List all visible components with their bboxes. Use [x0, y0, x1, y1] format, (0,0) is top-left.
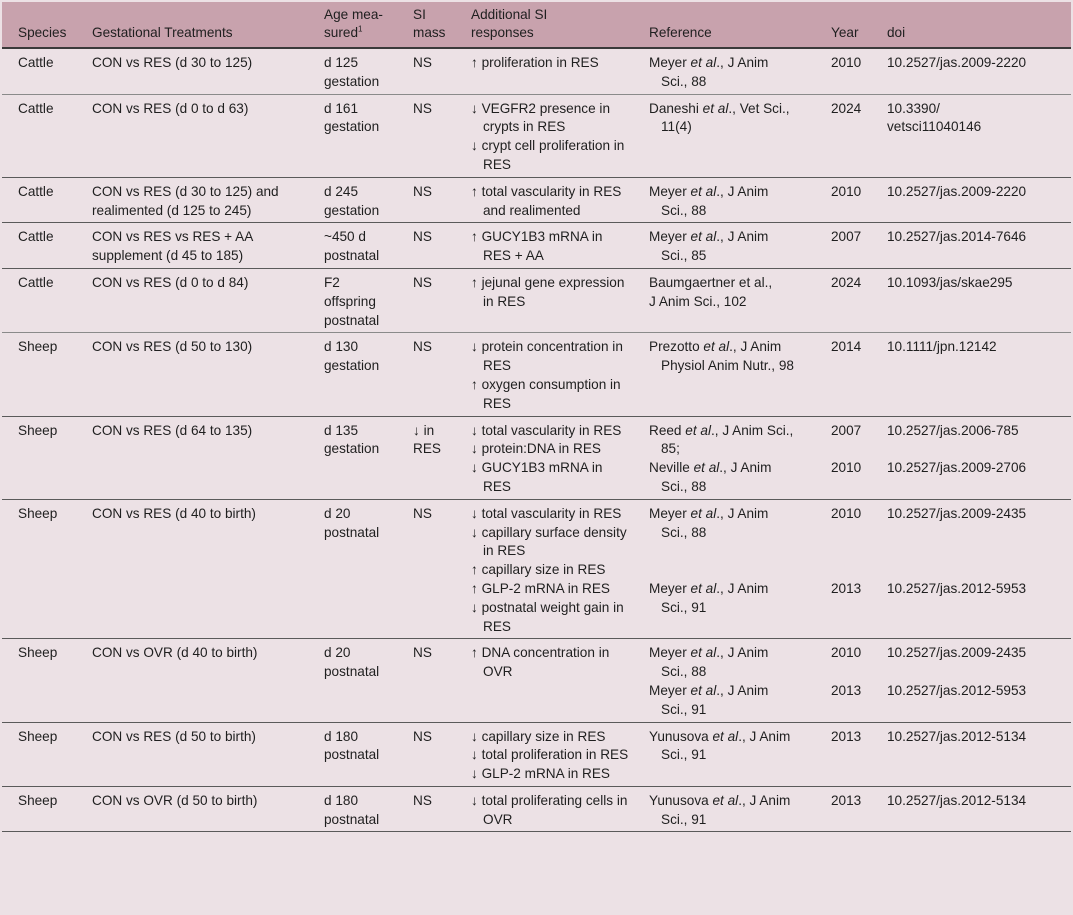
si-mass-line: NS: [413, 339, 432, 355]
reference-volume: Sci., 88: [661, 664, 707, 680]
year-text: 2013: [831, 682, 862, 698]
reference-author: Meyer: [649, 682, 691, 698]
age-line: postnatal: [324, 248, 380, 264]
response-item: ↑ DNA concentration in OVR: [471, 645, 610, 680]
reference-journal: ., J Anim: [716, 505, 769, 521]
si-mass-line: NS: [413, 183, 432, 199]
cell-age: [308, 48, 397, 94]
age-line: d 180: [324, 728, 359, 744]
cell-age: [308, 268, 397, 332]
cell-reference: [633, 177, 815, 223]
treatment-line: CON vs RES (d 50 to birth): [92, 728, 256, 744]
cell-responses: [455, 177, 633, 223]
doi-text: 10.2527/jas.2009-2220: [887, 55, 1027, 70]
treatment-line: CON vs RES (d 0 to d 84): [92, 274, 249, 290]
species-text: Sheep: [18, 645, 58, 661]
treatment-line: CON vs RES (d 64 to 135): [92, 422, 253, 438]
cell-doi: [871, 94, 1071, 177]
cell-treatment: [76, 94, 308, 177]
cell-year: [815, 722, 871, 786]
si-mass-line: ↓ in: [413, 422, 435, 438]
year-text: 2010: [831, 645, 862, 661]
species-text: Cattle: [18, 100, 54, 116]
table-row: [2, 722, 1071, 786]
cell-year: [815, 177, 871, 223]
reference-etal: et al: [690, 580, 717, 596]
reference-author: Meyer: [649, 183, 691, 199]
species-text: Sheep: [18, 339, 58, 355]
reference-etal: et al: [690, 229, 717, 245]
cell-treatment: [76, 333, 308, 416]
cell-doi: [871, 333, 1071, 416]
cell-doi: [871, 639, 1071, 722]
reference-author: Daneshi: [649, 100, 703, 116]
si-mass-line: NS: [413, 100, 432, 116]
cell-species: [2, 177, 76, 223]
doi-text: 10.2527/jas.2012-5953: [887, 682, 1027, 698]
si-mass-line: NS: [413, 229, 432, 245]
reference-etal: et al: [712, 792, 739, 808]
reference-volume: Sci., 91: [661, 599, 707, 615]
cell-doi: [871, 416, 1071, 499]
header-age-line1: Age mea-: [324, 7, 383, 22]
reference-author: Meyer: [649, 580, 691, 596]
cell-si-mass: [397, 48, 455, 94]
doi-text: 10.2527/jas.2009-2220: [887, 183, 1027, 199]
cell-treatment: [76, 177, 308, 223]
cell-si-mass: [397, 268, 455, 332]
reference-journal: ., J Anim: [716, 183, 769, 199]
cell-species: [2, 499, 76, 639]
cell-reference: [633, 48, 815, 94]
reference-etal: et al: [703, 339, 730, 355]
year-text: 2013: [831, 580, 862, 596]
reference-journal: ., J Anim Sci.,: [710, 422, 794, 438]
treatment-line: CON vs RES (d 50 to 130): [92, 339, 253, 355]
reference-etal: et al: [690, 55, 717, 70]
reference-etal: et al: [690, 183, 717, 199]
species-text: Cattle: [18, 229, 54, 245]
cell-si-mass: [397, 722, 455, 786]
cell-age: [308, 499, 397, 639]
cell-doi: [871, 177, 1071, 223]
reference-citation: [649, 183, 811, 202]
reference-volume: Sci., 91: [661, 747, 707, 763]
response-item: ↓ GLP-2 mRNA in RES: [471, 766, 610, 782]
reference-journal: ., J Anim: [729, 339, 782, 355]
header-age-footnote: 1: [358, 24, 363, 34]
age-line: gestation: [324, 202, 380, 218]
age-line: d 125: [324, 55, 359, 70]
cell-si-mass: [397, 177, 455, 223]
treatment-line: supplement (d 45 to 185): [92, 248, 244, 264]
year-text: 2024: [831, 274, 862, 290]
year-text: 2010: [831, 460, 862, 476]
reference-volume: J Anim Sci., 102: [649, 293, 747, 309]
species-text: Cattle: [18, 55, 54, 70]
cell-reference: [633, 499, 815, 639]
table-row: [2, 268, 1071, 332]
cell-age: [308, 639, 397, 722]
cell-reference: [633, 639, 815, 722]
cell-responses: [455, 333, 633, 416]
cell-reference: [633, 416, 815, 499]
si-mass-line: NS: [413, 55, 432, 70]
reference-citation: [649, 792, 811, 811]
response-item: ↓ VEGFR2 presence in crypts in RES: [471, 100, 611, 135]
table-row: [2, 499, 1071, 639]
reference-citation: [649, 228, 811, 247]
age-line: d 180: [324, 792, 359, 808]
doi-text: 10.3390/: [887, 100, 940, 116]
cell-responses: [455, 94, 633, 177]
cell-responses: [455, 722, 633, 786]
age-line: ~450 d: [324, 229, 366, 245]
response-item: ↓ total vascularity in RES: [471, 422, 622, 438]
cell-age: [308, 786, 397, 832]
cell-age: [308, 416, 397, 499]
cell-reference: [633, 722, 815, 786]
si-mass-line: RES: [413, 441, 441, 457]
reference-citation: [649, 338, 811, 357]
table-row: [2, 48, 1071, 94]
age-line: gestation: [324, 441, 380, 457]
table-row: [2, 786, 1071, 832]
treatment-line: CON vs OVR (d 50 to birth): [92, 792, 258, 808]
reference-author: Meyer: [649, 55, 691, 70]
response-item: ↓ capillary surface density in RES: [471, 524, 627, 559]
reference-author: Meyer: [649, 645, 691, 661]
reference-citation: [649, 580, 811, 599]
cell-reference: [633, 333, 815, 416]
header-si-mass: [397, 2, 455, 48]
table-row: [2, 333, 1071, 416]
year-text: 2010: [831, 183, 862, 199]
header-doi-label: doi: [887, 25, 906, 40]
cell-reference: [633, 268, 815, 332]
cell-species: [2, 48, 76, 94]
si-mass-line: NS: [413, 505, 432, 521]
reference-etal: et al: [702, 100, 729, 116]
header-species: [2, 2, 76, 48]
reference-journal: ., J Anim: [738, 792, 791, 808]
cell-species: [2, 223, 76, 269]
species-text: Sheep: [18, 728, 58, 744]
year-text: 2007: [831, 422, 862, 438]
reference-volume: Sci., 91: [661, 701, 707, 717]
age-line: postnatal: [324, 811, 380, 827]
cell-species: [2, 639, 76, 722]
header-reference: [633, 2, 815, 48]
age-line: gestation: [324, 73, 380, 89]
age-line: d 135: [324, 422, 359, 438]
reference-author: Prezotto: [649, 339, 704, 355]
header-age: [308, 2, 397, 48]
cell-si-mass: [397, 223, 455, 269]
reference-volume: 85;: [661, 441, 680, 457]
year-text: 2013: [831, 792, 862, 808]
treatment-line: CON vs OVR (d 40 to birth): [92, 645, 258, 661]
cell-si-mass: [397, 333, 455, 416]
cell-age: [308, 94, 397, 177]
reference-author: Baumgaertner et al.,: [649, 274, 773, 290]
reference-citation: [649, 100, 811, 119]
reference-volume: Physiol Anim Nutr., 98: [661, 358, 794, 374]
cell-year: [815, 223, 871, 269]
cell-age: [308, 223, 397, 269]
age-line: postnatal: [324, 747, 380, 763]
doi-text: 10.2527/jas.2012-5134: [887, 728, 1027, 744]
reference-etal: et al: [693, 460, 720, 476]
species-text: Sheep: [18, 505, 58, 521]
cell-responses: [455, 786, 633, 832]
reference-author: Reed: [649, 422, 686, 438]
response-item: ↓ postnatal weight gain in RES: [471, 599, 624, 634]
age-line: F2 offspring: [324, 274, 376, 309]
reference-journal: ., J Anim: [716, 645, 769, 661]
cell-year: [815, 48, 871, 94]
cell-species: [2, 722, 76, 786]
cell-doi: [871, 48, 1071, 94]
si-mass-line: NS: [413, 792, 432, 808]
cell-treatment: [76, 416, 308, 499]
reference-citation: [649, 54, 811, 73]
header-year-label: Year: [831, 25, 859, 40]
response-item: ↑ GUCY1B3 mRNA in RES + AA: [471, 229, 603, 264]
reference-citation: [649, 422, 811, 441]
cell-treatment: [76, 223, 308, 269]
age-line: d 20: [324, 645, 351, 661]
cell-treatment: [76, 722, 308, 786]
cell-treatment: [76, 268, 308, 332]
table-row: [2, 223, 1071, 269]
table-row: [2, 94, 1071, 177]
cell-year: [815, 639, 871, 722]
cell-reference: [633, 223, 815, 269]
reference-volume: 11(4): [661, 119, 692, 135]
reference-etal: et al: [712, 728, 739, 744]
response-item: ↓ total proliferating cells in OVR: [471, 792, 628, 827]
reference-citation: [649, 728, 811, 747]
reference-journal: ., J Anim: [716, 55, 769, 70]
reference-citation: [649, 274, 811, 293]
age-line: d 245: [324, 183, 359, 199]
treatment-line: realimented (d 125 to 245): [92, 202, 252, 218]
cell-responses: [455, 268, 633, 332]
reference-volume: Sci., 88: [661, 73, 707, 89]
header-si-line2: mass: [413, 25, 446, 40]
header-treatments-label: Gestational Treatments: [92, 25, 233, 40]
cell-age: [308, 177, 397, 223]
treatment-line: CON vs RES vs RES + AA: [92, 229, 254, 245]
cell-doi: [871, 223, 1071, 269]
response-item: ↓ crypt cell proliferation in RES: [471, 138, 625, 172]
cell-responses: [455, 48, 633, 94]
table-body: [2, 48, 1071, 832]
species-text: Sheep: [18, 792, 58, 808]
reference-citation: [649, 459, 811, 478]
header-year: [815, 2, 871, 48]
response-item: ↓ capillary size in RES: [471, 728, 606, 744]
age-line: postnatal: [324, 524, 380, 540]
reference-journal: ., J Anim: [716, 580, 769, 596]
response-item: ↑ GLP-2 mRNA in RES: [471, 580, 610, 596]
age-line: postnatal: [324, 312, 380, 328]
reference-volume: Sci., 88: [661, 202, 707, 218]
reference-author: Meyer: [649, 505, 691, 521]
table-header: [2, 2, 1071, 48]
header-reference-label: Reference: [649, 25, 712, 40]
response-item: ↓ total proliferation in RES: [471, 747, 629, 763]
data-table: [2, 2, 1071, 832]
cell-year: [815, 499, 871, 639]
doi-text: 10.2527/jas.2009-2435: [887, 645, 1027, 661]
header-age-line2: sured: [324, 25, 359, 40]
species-text: Cattle: [18, 183, 54, 199]
response-item: ↓ protein concentration in RES: [471, 339, 623, 374]
cell-si-mass: [397, 416, 455, 499]
response-item: ↓ total vascularity in RES: [471, 505, 622, 521]
si-mass-line: NS: [413, 645, 432, 661]
reference-citation: [649, 682, 811, 701]
table-row: [2, 177, 1071, 223]
cell-treatment: [76, 639, 308, 722]
doi-text: 10.2527/jas.2014-7646: [887, 229, 1027, 245]
treatment-line: CON vs RES (d 30 to 125): [92, 55, 253, 70]
reference-etal: et al: [685, 422, 711, 438]
si-mass-line: NS: [413, 728, 432, 744]
age-line: postnatal: [324, 664, 380, 680]
header-row: [2, 2, 1071, 48]
cell-age: [308, 333, 397, 416]
reference-citation: [649, 644, 811, 663]
year-text: 2014: [831, 339, 862, 355]
header-responses: [455, 2, 633, 48]
year-text: 2024: [831, 100, 862, 116]
reference-citation: [649, 505, 811, 524]
cell-doi: [871, 268, 1071, 332]
reference-journal: ., J Anim: [716, 229, 769, 245]
doi-text: 10.2527/jas.2009-2706: [887, 460, 1027, 476]
header-si-line1: SI: [413, 7, 426, 22]
header-doi: [871, 2, 1071, 48]
reference-journal: ., J Anim: [738, 728, 791, 744]
reference-etal: et al: [690, 645, 717, 661]
cell-treatment: [76, 48, 308, 94]
reference-author: Meyer: [649, 229, 691, 245]
cell-species: [2, 416, 76, 499]
cell-species: [2, 94, 76, 177]
reference-volume: Sci., 88: [661, 478, 707, 494]
cell-species: [2, 786, 76, 832]
doi-text: 10.1093/jas/skae295: [887, 274, 1013, 290]
response-item: ↑ proliferation in RES: [471, 55, 599, 70]
doi-text: 10.1111/jpn.12142: [887, 339, 997, 355]
cell-age: [308, 722, 397, 786]
response-item: ↑ capillary size in RES: [471, 562, 606, 578]
reference-author: Neville: [649, 460, 694, 476]
header-species-label: Species: [18, 25, 67, 40]
treatment-line: CON vs RES (d 40 to birth): [92, 505, 256, 521]
doi-text: 10.2527/jas.2012-5953: [887, 580, 1027, 596]
treatment-line: CON vs RES (d 30 to 125) and: [92, 183, 279, 199]
table-row: [2, 416, 1071, 499]
cell-treatment: [76, 786, 308, 832]
table-row: [2, 639, 1071, 722]
age-line: d 130: [324, 339, 359, 355]
reference-author: Yunusova: [649, 728, 713, 744]
cell-species: [2, 268, 76, 332]
age-line: d 20: [324, 505, 351, 521]
si-mass-line: NS: [413, 274, 432, 290]
age-line: gestation: [324, 358, 380, 374]
reference-journal: ., J Anim: [719, 460, 772, 476]
reference-volume: Sci., 91: [661, 811, 707, 827]
cell-treatment: [76, 499, 308, 639]
cell-year: [815, 786, 871, 832]
cell-si-mass: [397, 639, 455, 722]
doi-text: 10.2527/jas.2012-5134: [887, 792, 1027, 808]
age-line: gestation: [324, 119, 380, 135]
header-responses-line2: responses: [471, 25, 534, 40]
cell-doi: [871, 499, 1071, 639]
header-responses-line1: Additional SI: [471, 7, 548, 22]
year-text: 2010: [831, 505, 862, 521]
cell-responses: [455, 499, 633, 639]
response-item: ↑ jejunal gene expression in RES: [471, 274, 625, 309]
cell-responses: [455, 639, 633, 722]
cell-responses: [455, 416, 633, 499]
cell-si-mass: [397, 94, 455, 177]
cell-year: [815, 416, 871, 499]
reference-etal: et al: [690, 505, 717, 521]
age-line: d 161: [324, 100, 359, 116]
year-text: 2007: [831, 229, 862, 245]
cell-doi: [871, 786, 1071, 832]
reference-journal: ., Vet Sci.,: [728, 100, 790, 116]
cell-species: [2, 333, 76, 416]
year-text: 2010: [831, 55, 862, 70]
reference-etal: et al: [690, 682, 717, 698]
cell-si-mass: [397, 499, 455, 639]
response-item: ↓ GUCY1B3 mRNA in RES: [471, 460, 603, 494]
cell-si-mass: [397, 786, 455, 832]
reference-author: Yunusova: [649, 792, 713, 808]
species-text: Cattle: [18, 274, 54, 290]
treatment-line: CON vs RES (d 0 to d 63): [92, 100, 249, 116]
response-item: ↑ total vascularity in RES and realimented: [471, 183, 622, 218]
cell-year: [815, 268, 871, 332]
year-text: 2013: [831, 728, 862, 744]
cell-year: [815, 94, 871, 177]
header-treatments: [76, 2, 308, 48]
reference-volume: Sci., 88: [661, 524, 707, 540]
cell-reference: [633, 786, 815, 832]
cell-responses: [455, 223, 633, 269]
reference-journal: ., J Anim: [716, 682, 769, 698]
species-text: Sheep: [18, 422, 58, 438]
response-item: ↑ oxygen consumption in RES: [471, 376, 621, 411]
response-item: ↓ protein:DNA in RES: [471, 441, 601, 457]
cell-year: [815, 333, 871, 416]
doi-text: 10.2527/jas.2009-2435: [887, 505, 1027, 521]
reference-volume: Sci., 85: [661, 248, 707, 264]
doi-text: 10.2527/jas.2006-785: [887, 422, 1019, 438]
cell-doi: [871, 722, 1071, 786]
doi-text-cont: vetsci11040146: [887, 119, 982, 135]
cell-reference: [633, 94, 815, 177]
